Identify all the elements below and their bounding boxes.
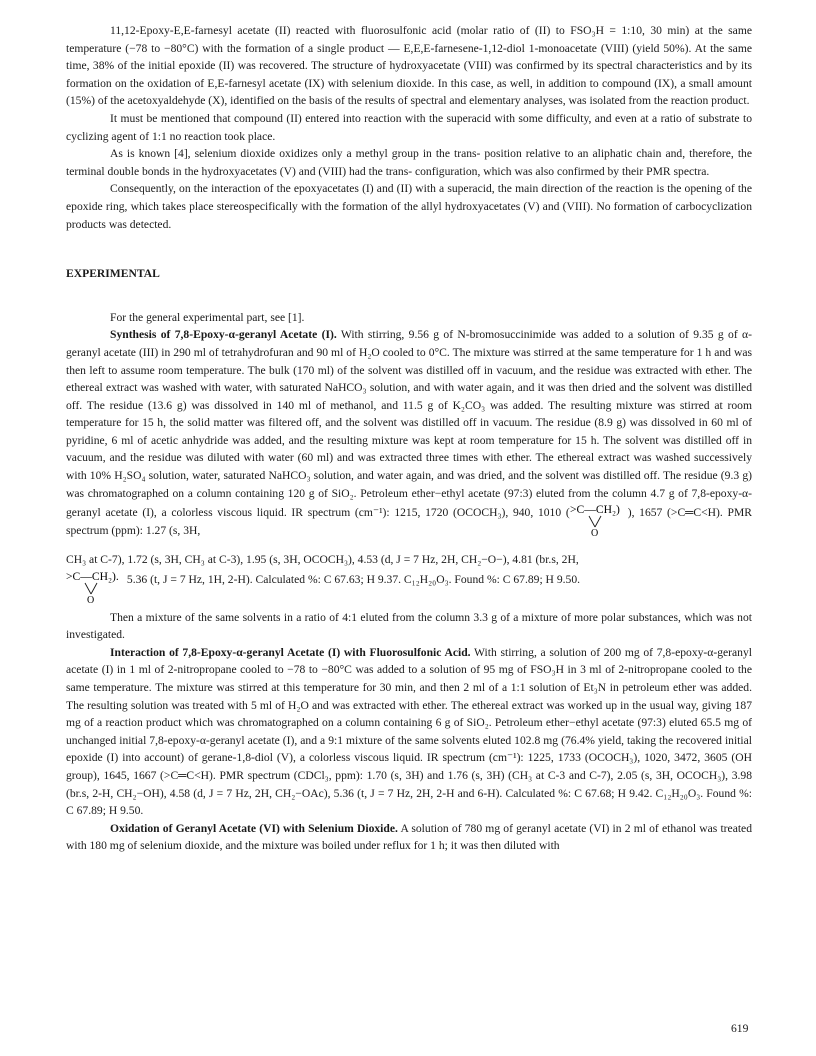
paragraph: Then a mixture of the same solvents in a ratio of 4:1 eluted from the column 3.3 g of a mixture of more polar substances, which was not investigated. [66, 610, 752, 642]
subsection-title: Synthesis of 7,8-Epoxy-α-geranyl Acetate (I). [110, 328, 337, 342]
epoxide-ring-icon [66, 569, 124, 607]
epoxide-label: >C—CH₂) [569, 503, 620, 517]
paragraph-text: 5.36 (t, J = 7 Hz, 1H, 2-H). Calculated %: C 67.63; H 9.37. C₁₂H₂₀O₃. Found %: C 67.89; H 9.50. [126, 573, 581, 587]
paragraph: Consequently, on the interaction of the epoxyacetates (I) and (II) with a superacid, the main direction of the reaction is the opening of the epoxide ring, which takes place stereospecifically with the formation of the allyl hydroxyacetates (V) and (VIII). No formation of carbocyclization products was detected. [66, 182, 752, 231]
epoxide-label: >C—CH₂). [66, 570, 119, 584]
paragraph-text: A solution of 780 mg of geranyl acetate (VI) in 2 ml of ethanol was treated with 180 mg of selenium dioxide, and the mixture was boiled under reflux for 1 h; it was then diluted with [66, 821, 752, 853]
paragraph [66, 644, 752, 820]
paragraph [66, 820, 752, 855]
paragraph-text: ), 1657 (>C═C<H). PMR spectrum (ppm): 1.27 (s, 3H, [66, 506, 752, 537]
subsection-title: Interaction of 7,8-Epoxy-α-geranyl Acetate (I) with Fluorosulfonic Acid. [110, 645, 471, 659]
page-body [66, 22, 752, 855]
section-heading: EXPERIMENTAL [66, 267, 160, 281]
paragraph [66, 326, 752, 539]
epoxide-group-structure [569, 502, 628, 540]
epoxide-oxygen: O [590, 528, 598, 540]
page-number: 619 [731, 1022, 749, 1035]
paragraph-text: With stirring, 9.56 g of N-bromosuccinimide was added to a solution of 9.35 g of α-geranyl acetate (III) in 290 ml of tetrahydrofuran and 90 ml of H₂O cooled to 0°C. The mixture was stirred at the same temperature for 1 h and was then left to assume room temperature. The bulk (170 ml) of the solvent was distilled off in vacuum, and the residue was extracted with ether. The ethereal extract was washed with water, with saturated NaHCO₃ solution, and with water again, and it was then dried and the solvent was distilled off. The residue (13.6 g) was dissolved in 140 ml of methanol, and 11.5 g of K₂CO₃ was added. The resulting mixture was stirred at room temperature for 15 h, the solid matter was filtered off, and the solvent was distilled off in vacuum. The residue (8.9 g) was dissolved in 60 ml of pyridine, 6 ml of acetic anhydride was added, and the resulting mixture was kept at room temperature for 15 h. The solvent was distilled off in vacuum, and the residue was diluted with water (60 ml) and was extracted three times with ether. The ethereal extract was washed successively with 10% H₂SO₄ solution, water, saturated NaHCO₃ solution, and water again, and was dried, and the solvent was distilled off. The residue (9.3 g) was chromatographed on a column containing 120 g of SiO₂. Petroleum ether−ethyl acetate (97:3) eluted from the column 4.7 g of 7,8-epoxy-α-geranyl acetate (I), a colorless viscous liquid. IR spectrum (cm⁻¹): 1215, 1720 (OCOCH₃), 940, 1010 ( [66, 328, 752, 520]
epoxide-ring-icon [569, 502, 628, 540]
paragraph [66, 569, 752, 607]
paragraph: For the general experimental part, see [1]. [110, 310, 305, 324]
paragraph: 11,12-Epoxy-E,E-farnesyl acetate (II) reacted with fluorosulfonic acid (molar ratio of (II) to FSO₃H = 1:10, 30 min) at the same temperature (−78 to −80°C) with the formation of a single product — E,E,E-farnesene-1,12-diol 1-monoacetate (VIII) (yield 50%). At the same time, 38% of the initial epoxide (II) was recovered. The structure of hydroxyacetate (VIII) was confirmed by its spectral characteristics and by its formation on the oxidation of E,E-farnesyl acetate (IX) with selenium dioxide. In this case, as well, in addition to compound (IX), a small amount (15%) of the acetoxyaldehyde (X), identified on the basis of the results of spectral and elementary analyses, was isolated from the reaction product. [66, 24, 752, 108]
paragraph: As is known [4], selenium dioxide oxidizes only a methyl group in the trans- position relative to an aliphatic chain and, therefore, the terminal double bonds in the hydroxyacetates (V) and (VIII) had the trans- configuration, which was also confirmed by their PMR spectra. [66, 147, 752, 178]
subsection-title: Oxidation of Geranyl Acetate (VI) with Selenium Dioxide. [110, 821, 398, 835]
epoxide-group-structure [66, 569, 124, 607]
epoxide-oxygen: O [87, 595, 95, 607]
paragraph-text: With stirring, a solution of 200 mg of 7,8-epoxy-α-geranyl acetate (I) in 1 ml of 2-nitropropane cooled to −78 to −80°C was added to a solution of 95 mg of FSO₃H in 3 ml of 2-nitropropane cooled to the same temperature. The mixture was stirred at this temperature for 30 min, and then 2 ml of a 1:1 solution of Et₃N in petroleum ether was added. The resulting solution was treated with 5 ml of H₂O and was extracted with ether. The ethereal extract was worked up in the usual way, giving 187 mg of a reaction product which was chromatographed on a column containing 6 g of SiO₂. Petroleum ether−ethyl acetate (97:3) eluted 65.5 mg of unchanged initial 7,8-epoxy-α-geranyl acetate (I), and a 9:1 mixture of the same solvents eluted 102.8 mg (76.4% yield, taking the recovered initial epoxide (I) into account) of gerane-1,8-diol (V), a colorless viscous liquid. IR spectrum (cm⁻¹): 1225, 1733 (OCOCH₃), 1020, 3472, 3605 (OH group), 1645, 1667 (>C═C<H). PMR spectrum (CDCl₃, ppm): 1.70 (s, 3H) and 1.76 (s, 3H) (CH₃ at C-3 and C-7), 2.05 (s, 3H, OCOCH₃), 3.98 (br.s, 2-H, CH₂−OH), 4.58 (d, J = 7 Hz, 2H, CH₂−OAc), 5.36 (t, J = 7 Hz, 2H, 2-H and 6-H). Calculated %: C 67.68; H 9.42. C₁₂H₂₀O₃. Found %: C 67.89; H 9.50. [66, 645, 752, 818]
paragraph: It must be mentioned that compound (II) entered into reaction with the superacid with some difficulty, and even at a ratio of substrate to cyclizing agent of 1:1 no reaction took place. [66, 111, 752, 143]
paragraph: CH₃ at C-7), 1.72 (s, 3H, CH₃ at C-3), 1.95 (s, 3H, OCOCH₃), 4.53 (d, J = 7 Hz, 2H, CH₂−O−), 4.81 (br.s, 2H, [66, 553, 579, 567]
